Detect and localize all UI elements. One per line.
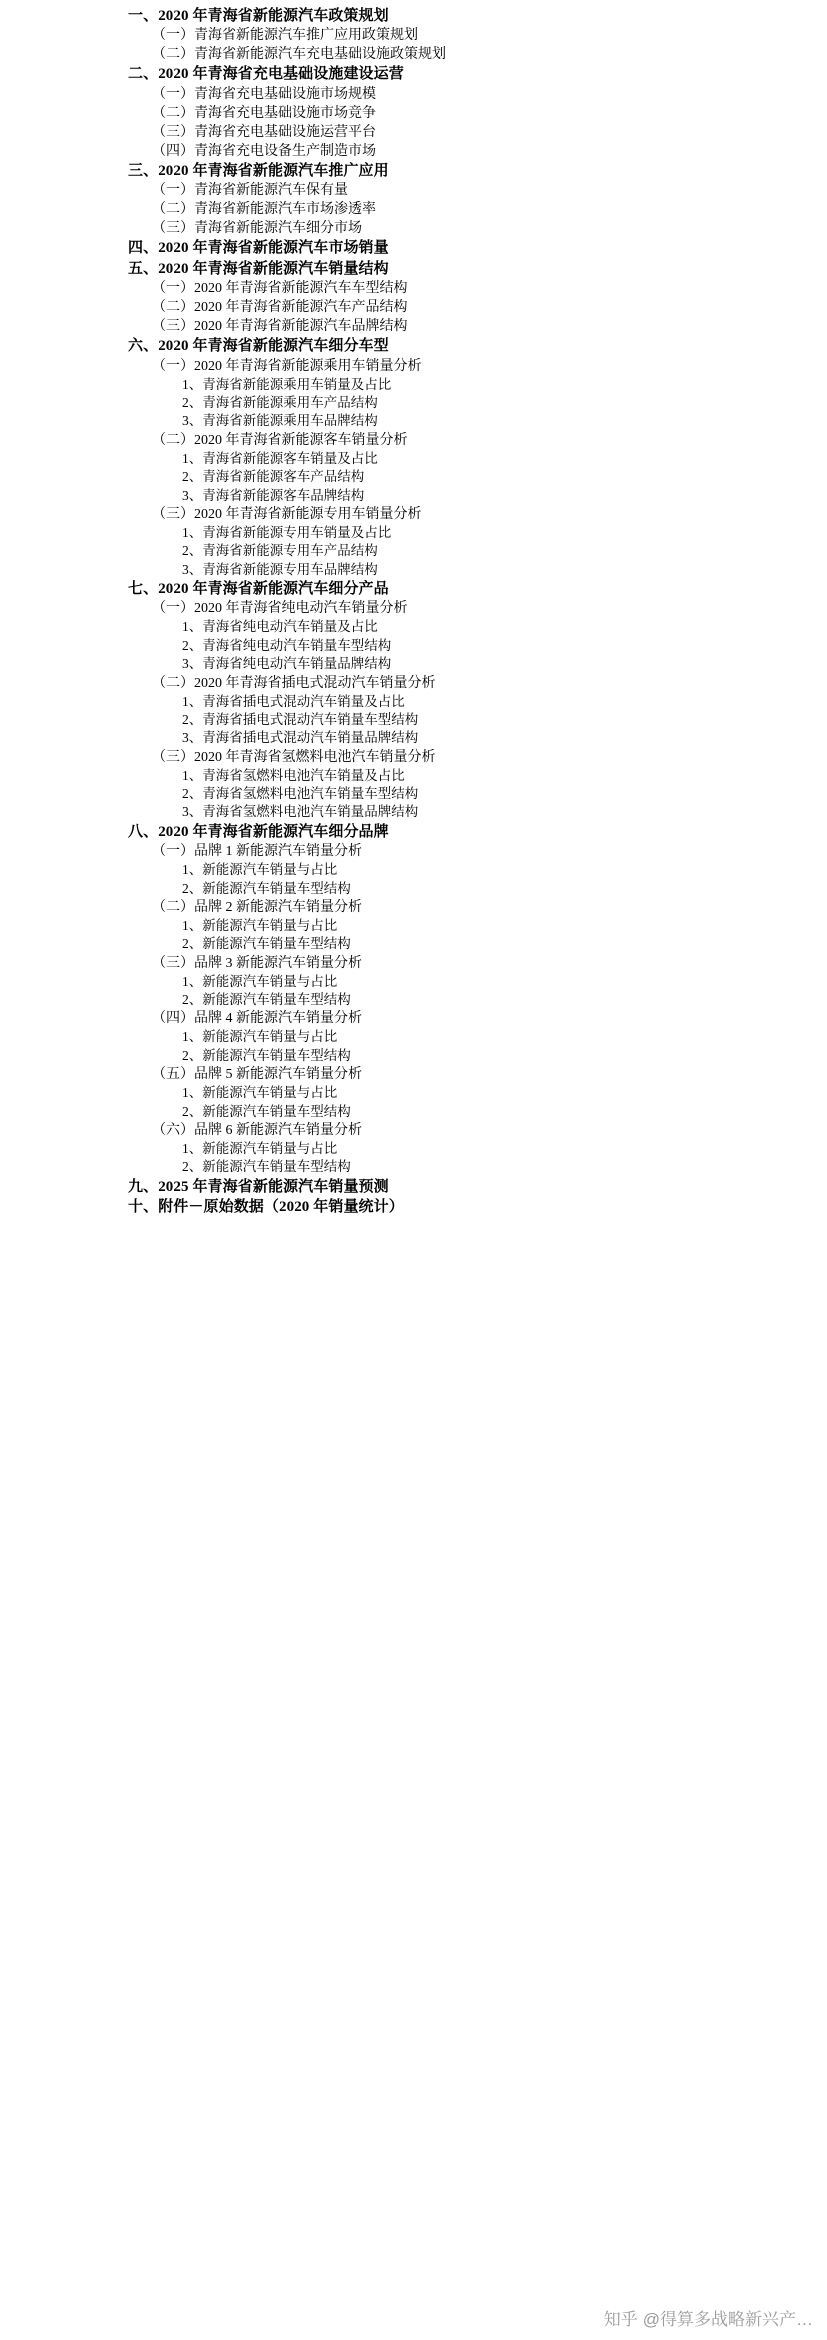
toc-entry-level-3[interactable]: 3、青海省新能源专用车品牌结构 — [182, 561, 378, 577]
toc-entry-level-3[interactable]: 1、新能源汽车销量与占比 — [182, 1029, 338, 1045]
toc-entry-level-2[interactable]: （二）2020 年青海省新能源汽车产品结构 — [152, 300, 408, 316]
watermark-author: @得算多战略新兴产… — [642, 2310, 813, 2329]
toc-entry-level-2[interactable]: （一）2020 年青海省新能源汽车车型结构 — [152, 281, 408, 297]
toc-entry-level-3[interactable]: 2、青海省插电式混动汽车销量车型结构 — [182, 711, 419, 727]
toc-entry-level-2[interactable]: （二）青海省新能源汽车市场渗透率 — [152, 202, 376, 218]
toc-entry-level-3[interactable]: 3、青海省纯电动汽车销量品牌结构 — [182, 656, 392, 672]
toc-entry-level-2[interactable]: （三）品牌 3 新能源汽车销量分析 — [152, 955, 362, 971]
toc-entry-level-2[interactable]: （三）2020 年青海省新能源专用车销量分析 — [152, 506, 422, 522]
toc-entry-level-2[interactable]: （二）品牌 2 新能源汽车销量分析 — [152, 899, 362, 915]
toc-entry-level-3[interactable]: 2、新能源汽车销量车型结构 — [182, 992, 351, 1008]
toc-entry-level-2[interactable]: （三）2020 年青海省氢燃料电池汽车销量分析 — [152, 749, 436, 765]
toc-entry-level-2[interactable]: （二）2020 年青海省新能源客车销量分析 — [152, 432, 408, 448]
toc-entry-level-2[interactable]: （三）2020 年青海省新能源汽车品牌结构 — [152, 319, 408, 335]
toc-entry-level-1[interactable]: 九、2025 年青海省新能源汽车销量预测 — [128, 1178, 389, 1195]
toc-entry-level-2[interactable]: （一）品牌 1 新能源汽车销量分析 — [152, 844, 362, 860]
toc-entry-level-1[interactable]: 二、2020 年青海省充电基础设施建设运营 — [128, 66, 404, 83]
toc-entry-level-3[interactable]: 2、青海省新能源专用车产品结构 — [182, 543, 378, 559]
toc-entry-level-1[interactable]: 五、2020 年青海省新能源汽车销量结构 — [128, 260, 389, 277]
toc-entry-level-3[interactable]: 3、青海省新能源乘用车品牌结构 — [182, 413, 378, 429]
toc-entry-level-2[interactable]: （三）青海省新能源汽车细分市场 — [152, 221, 362, 237]
toc-entry-level-2[interactable]: （三）青海省充电基础设施运营平台 — [152, 124, 376, 140]
toc-entry-level-1[interactable]: 六、2020 年青海省新能源汽车细分车型 — [128, 338, 389, 355]
toc-entry-level-3[interactable]: 2、新能源汽车销量车型结构 — [182, 936, 351, 952]
toc-entry-level-1[interactable]: 一、2020 年青海省新能源汽车政策规划 — [128, 8, 389, 24]
toc-entry-level-3[interactable]: 1、青海省插电式混动汽车销量及占比 — [182, 693, 405, 709]
watermark — [604, 2305, 813, 2330]
toc-entry-level-3[interactable]: 1、青海省新能源客车销量及占比 — [182, 450, 378, 466]
toc-entry-level-3[interactable]: 2、青海省氢燃料电池汽车销量车型结构 — [182, 786, 419, 802]
toc-entry-level-2[interactable]: （二）2020 年青海省插电式混动汽车销量分析 — [152, 675, 436, 691]
toc-entry-level-3[interactable]: 1、新能源汽车销量与占比 — [182, 862, 338, 878]
toc-entry-level-3[interactable]: 3、青海省氢燃料电池汽车销量品牌结构 — [182, 804, 419, 820]
toc-entry-level-1[interactable]: 三、2020 年青海省新能源汽车推广应用 — [128, 162, 389, 179]
zhihu-logo-icon: 知乎 — [603, 2310, 638, 2329]
toc-entry-level-2[interactable]: （五）品牌 5 新能源汽车销量分析 — [152, 1067, 362, 1083]
toc-entry-level-3[interactable]: 1、青海省纯电动汽车销量及占比 — [182, 619, 378, 635]
toc-entry-level-3[interactable]: 1、新能源汽车销量与占比 — [182, 917, 338, 933]
toc-entry-level-2[interactable]: （四）青海省充电设备生产制造市场 — [152, 143, 376, 159]
toc-entry-level-3[interactable]: 1、青海省氢燃料电池汽车销量及占比 — [182, 767, 405, 783]
toc-entry-level-2[interactable]: （二）青海省充电基础设施市场竞争 — [152, 105, 376, 121]
toc-entry-level-1[interactable]: 四、2020 年青海省新能源汽车市场销量 — [128, 240, 389, 257]
toc-entry-level-3[interactable]: 2、新能源汽车销量车型结构 — [182, 1103, 351, 1119]
toc-entry-level-1[interactable]: 七、2020 年青海省新能源汽车细分产品 — [128, 581, 389, 598]
toc-entry-level-2[interactable]: （一）青海省充电基础设施市场规模 — [152, 86, 376, 102]
toc-entry-level-3[interactable]: 1、新能源汽车销量与占比 — [182, 1140, 338, 1156]
toc-entry-level-3[interactable]: 1、新能源汽车销量与占比 — [182, 1085, 338, 1101]
toc-entry-level-2[interactable]: （一）青海省新能源汽车保有量 — [152, 183, 348, 199]
toc-entry-level-3[interactable]: 2、新能源汽车销量车型结构 — [182, 1159, 351, 1175]
toc-entry-level-1[interactable]: 十、附件－原始数据（2020 年销量统计） — [128, 1199, 404, 1216]
toc-entry-level-3[interactable]: 2、新能源汽车销量车型结构 — [182, 1047, 351, 1063]
toc-entry-level-3[interactable]: 2、青海省新能源客车产品结构 — [182, 469, 365, 485]
toc-entry-level-3[interactable]: 2、新能源汽车销量车型结构 — [182, 880, 351, 896]
toc-entry-level-2[interactable]: （一）青海省新能源汽车推广应用政策规划 — [152, 28, 418, 44]
toc-entry-level-2[interactable]: （一）2020 年青海省新能源乘用车销量分析 — [152, 358, 422, 374]
toc-entry-level-3[interactable]: 1、青海省新能源专用车销量及占比 — [182, 524, 392, 540]
toc-entry-level-3[interactable]: 3、青海省新能源客车品牌结构 — [182, 487, 365, 503]
toc-entry-level-3[interactable]: 2、青海省新能源乘用车产品结构 — [182, 395, 378, 411]
toc-entry-level-2[interactable]: （四）品牌 4 新能源汽车销量分析 — [152, 1011, 362, 1027]
toc-entry-level-3[interactable]: 1、新能源汽车销量与占比 — [182, 973, 338, 989]
toc-entry-level-2[interactable]: （二）青海省新能源汽车充电基础设施政策规划 — [152, 47, 446, 63]
toc-entry-level-1[interactable]: 八、2020 年青海省新能源汽车细分品牌 — [128, 823, 389, 840]
toc-entry-level-3[interactable]: 1、青海省新能源乘用车销量及占比 — [182, 376, 392, 392]
toc-entry-level-3[interactable]: 3、青海省插电式混动汽车销量品牌结构 — [182, 730, 419, 746]
toc-entry-level-2[interactable]: （一）2020 年青海省纯电动汽车销量分析 — [152, 601, 408, 617]
toc-entry-level-2[interactable]: （六）品牌 6 新能源汽车销量分析 — [152, 1122, 362, 1138]
toc-entry-level-3[interactable]: 2、青海省纯电动汽车销量车型结构 — [182, 637, 392, 653]
